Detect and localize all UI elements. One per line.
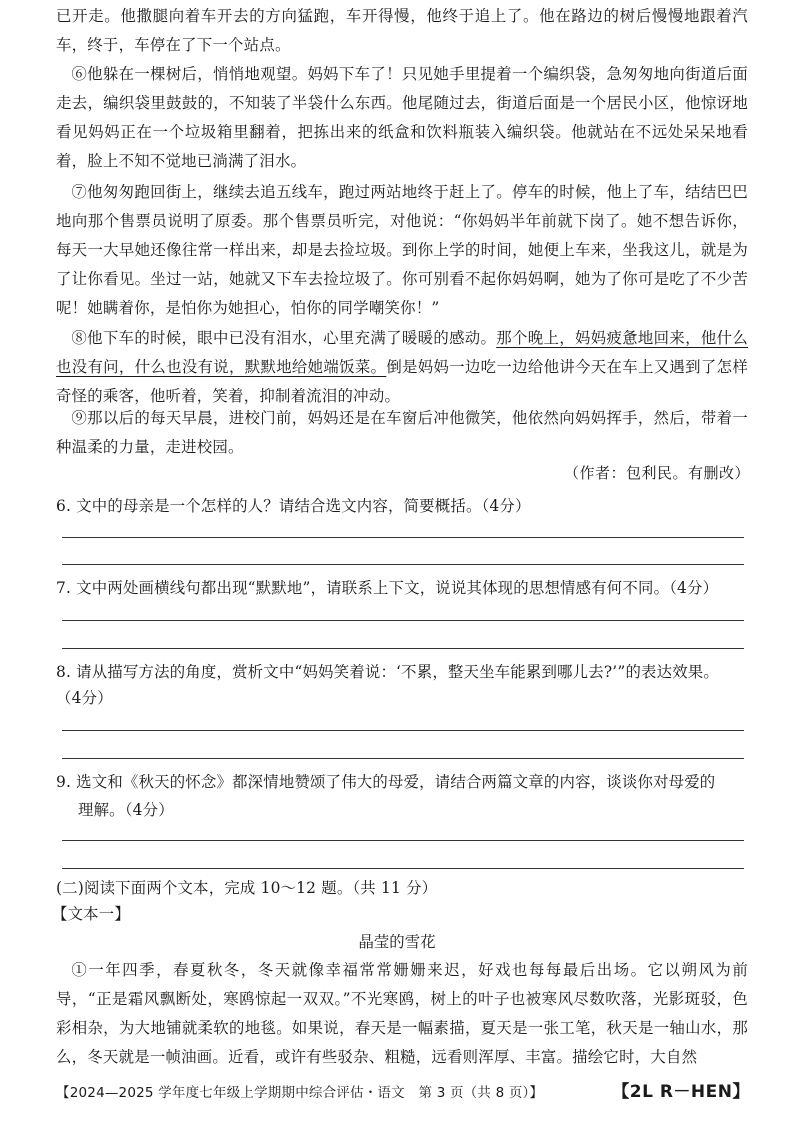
question-7: 7. 文中两处画横线句都出现“默默地”，请联系上下文，说说其体现的思想情感有何不同。（4分） <box>56 579 719 597</box>
paragraph-8-tail: 倒是妈妈一边吃一边给他讲今天在车上又遇到了怎样奇怪的乘客，他听着，笑着，抑制着流泪的冲动。 <box>56 358 748 405</box>
passage-paragraph-5-end: 已开走。他撒腿向着车开去的方向猛跑，车开得慢，他终于追上了。他在路边的树后慢慢地跟着汽车，终于，车停在了下一个站点。 <box>56 7 748 54</box>
passage-paragraph-8 <box>56 324 748 411</box>
question-8-score: （4分） <box>56 689 113 707</box>
answer-line <box>62 564 744 565</box>
section-2-heading: (二)阅读下面两个文本，完成 10～12 题。（共 11 分） <box>56 879 438 897</box>
underlined-sentence: 那个晚上，妈妈疲惫地回来，他什么也没有问，什么也没有说，默默地给她端饭菜。 <box>56 329 748 376</box>
answer-line <box>62 620 744 621</box>
paragraph-8-lead: ⑧他下车的时候，眼中已没有泪水，心里充满了暖暖的感动。 <box>71 329 497 347</box>
question-6: 6. 文中的母亲是一个怎样的人？请结合选文内容，简要概括。（4分） <box>56 497 531 515</box>
question-8: 8. 请从描写方法的角度，赏析文中“妈妈笑着说：‘不累，整天坐车能累到哪儿去?’”的表达效果。 <box>56 663 719 681</box>
passage-paragraph-6: ⑥他躲在一棵树后，悄悄地观望。妈妈下车了！只见她手里提着一个编织袋，急匆匆地向街道后面走去，编织袋里鼓鼓的，不知装了半袋什么东西。他尾随过去，街道后面是一个居民小区，他惊讶地看见妈妈正在一个垃圾箱里翻着，把拣出来的纸盒和饮料瓶装入编织袋。他就站在不远处呆呆地看着，脸上不知不觉地已淌满了泪水。 <box>56 65 748 170</box>
question-9: 9. 选文和《秋天的怀念》都深情地赞颂了伟大的母爱，请结合两篇文章的内容，谈谈你对母爱的 <box>56 773 716 791</box>
article-title: 晶莹的雪花 <box>358 933 436 951</box>
answer-line <box>62 758 744 759</box>
passage-paragraph-9: ⑨那以后的每天早晨，进校门前，妈妈还是在车窗后冲他微笑，他依然向妈妈挥手，然后，带着一种温柔的力量，走进校园。 <box>56 409 748 456</box>
answer-line <box>62 648 744 649</box>
paper-code: 【2L R－HEN】 <box>612 1082 750 1102</box>
answer-line <box>62 840 744 841</box>
article-paragraph-1: ①一年四季，春夏秋冬，冬天就像幸福常常姗姗来迟，好戏也每每最后出场。它以朔风为前导，“正是霜风飘断处，寒鸥惊起一双双。”不光寒鸥，树上的叶子也被寒风尽数吹落，光影斑驳，色彩相杂，为大地铺就柔软的地毯。如果说，春天是一幅素描，夏天是一张工笔，秋天是一轴山水，那么，冬天就是一帧油画。近看，或许有些驳杂、粗糙，远看则浑厚、丰富。描绘它时，大自然 <box>56 961 748 1066</box>
page-footer: 【2024—2025 学年度七年级上学期期中综合评估・语文 第 3 页（共 8 页）】 <box>56 1085 544 1101</box>
text-1-label: 【文本一】 <box>52 905 130 923</box>
author-note: （作者：包利民。有删改） <box>563 464 750 482</box>
question-9-score: 理解。（4分） <box>78 801 174 819</box>
answer-line <box>62 537 744 538</box>
answer-line <box>62 868 744 869</box>
answer-line <box>62 730 744 731</box>
passage-paragraph-7: ⑦他匆匆跑回街上，继续去追五线车，跑过两站地终于赶上了。停车的时候，他上了车，结结巴巴地向那个售票员说明了原委。那个售票员听完，对他说：“你妈妈半年前就下岗了。她不想告诉你，每天一大早她还像往常一样出来，却是去捡垃圾。到你上学的时间，她便上车来，坐我这儿，就是为了让你看见。坐过一站，她就又下车去捡垃圾了。你可别看不起你妈妈啊，她为了你可是吃了不少苦呢！她瞒着你，是怕你为她担心，怕你的同学嘲笑你！” <box>56 183 748 317</box>
